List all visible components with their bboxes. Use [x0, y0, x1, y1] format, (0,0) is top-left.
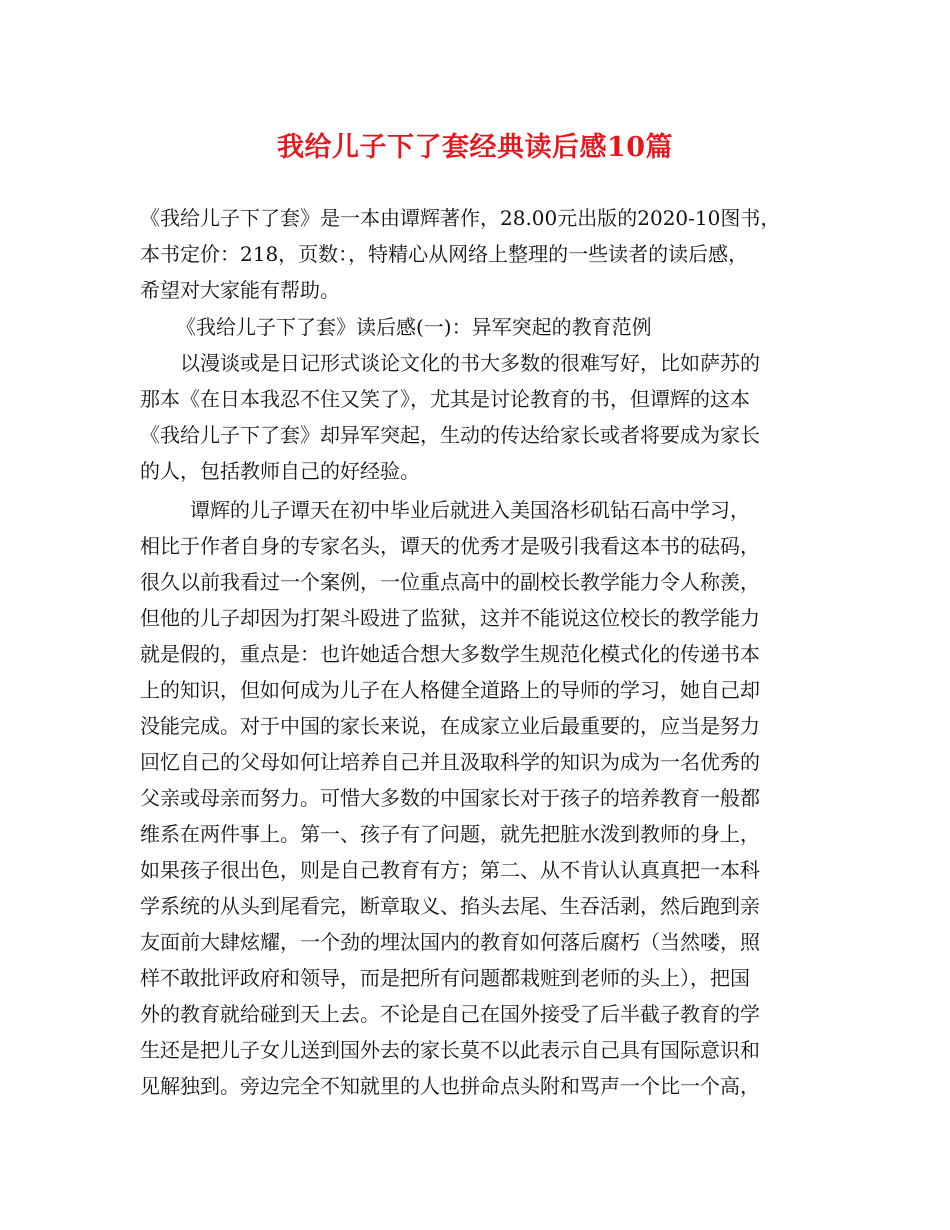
- text-line: 谭辉的儿子谭天在初中毕业后就进入美国洛杉矶钻石高中学习，: [190, 498, 750, 522]
- text-line: 以漫谈或是日记形式谈论文化的书大多数的很难写好，比如萨苏的: [180, 351, 760, 375]
- text-line: 友面前大肆炫耀，一个劲的埋汰国内的教育如何落后腐朽（当然喽，照: [140, 930, 760, 954]
- text-line: 没能完成。对于中国的家长来说，在成家立业后最重要的，应当是努力: [140, 714, 760, 738]
- text-line: 上的知识，但如何成为儿子在人格健全道路上的导师的学习，她自己却: [140, 678, 760, 702]
- paragraph-2: [140, 492, 820, 1104]
- text-line: 回忆自己的父母如何让培养自己并且汲取科学的知识为成为一名优秀的: [140, 750, 760, 774]
- text-line: 样不敢批评政府和领导，而是把所有问题都栽赃到老师的头上），把国: [140, 966, 750, 990]
- text-line: 父亲或母亲而努力。可惜大多数的中国家长对于孩子的培养教育一般都: [140, 786, 760, 810]
- intro-paragraph: [140, 200, 820, 308]
- text-line: 见解独到。旁边完全不知就里的人也拼命点头附和骂声一个比一个高，: [140, 1074, 760, 1098]
- text-line: 如果孩子很出色，则是自己教育有方；第二、从不肯认认真真把一本科: [140, 858, 760, 882]
- text-line: 很久以前我看过一个案例，一位重点高中的副校长教学能力令人称羡，: [140, 570, 760, 594]
- text-line: 那本《在日本我忍不住又笑了》，尤其是讨论教育的书，但谭辉的这本: [140, 387, 750, 411]
- text-line: 学系统的从头到尾看完，断章取义、掐头去尾、生吞活剥，然后跑到亲: [140, 894, 760, 918]
- document-body: [140, 200, 820, 1104]
- text-line: 维系在两件事上。第一、孩子有了问题，就先把脏水泼到教师的身上，: [140, 822, 760, 846]
- text-line: 但他的儿子却因为打架斗殴进了监狱，这并不能说这位校长的教学能力: [140, 606, 760, 630]
- text-line: 《我给儿子下了套》却异军突起，生动的传达给家长或者将要成为家长: [140, 423, 760, 447]
- text-line: 就是假的，重点是：也许她适合想大多数学生规范化模式化的传递书本: [140, 642, 760, 666]
- text-line: 的人，包括教师自己的好经验。: [140, 459, 420, 483]
- text-line: 《我给儿子下了套》是一本由谭辉著作，28.00元出版的2020-10图书，: [140, 206, 781, 230]
- text-line: 相比于作者自身的专家名头，谭天的优秀才是吸引我看这本书的砝码，: [140, 534, 760, 558]
- document-title: 我给儿子下了套经典读后感10篇: [276, 132, 674, 163]
- text-line: 本书定价：218，页数：，特精心从网络上整理的一些读者的读后感，: [140, 242, 749, 266]
- text-line: 希望对大家能有帮助。: [140, 278, 340, 302]
- section-heading: 《我给儿子下了套》读后感(一)：异军突起的教育范例: [176, 315, 652, 339]
- text-line: 生还是把儿子女儿送到国外去的家长莫不以此表示自己具有国际意识和: [140, 1038, 760, 1062]
- paragraph-1: [140, 345, 820, 489]
- text-line: 外的教育就给碰到天上去。不论是自己在国外接受了后半截子教育的学: [140, 1002, 760, 1026]
